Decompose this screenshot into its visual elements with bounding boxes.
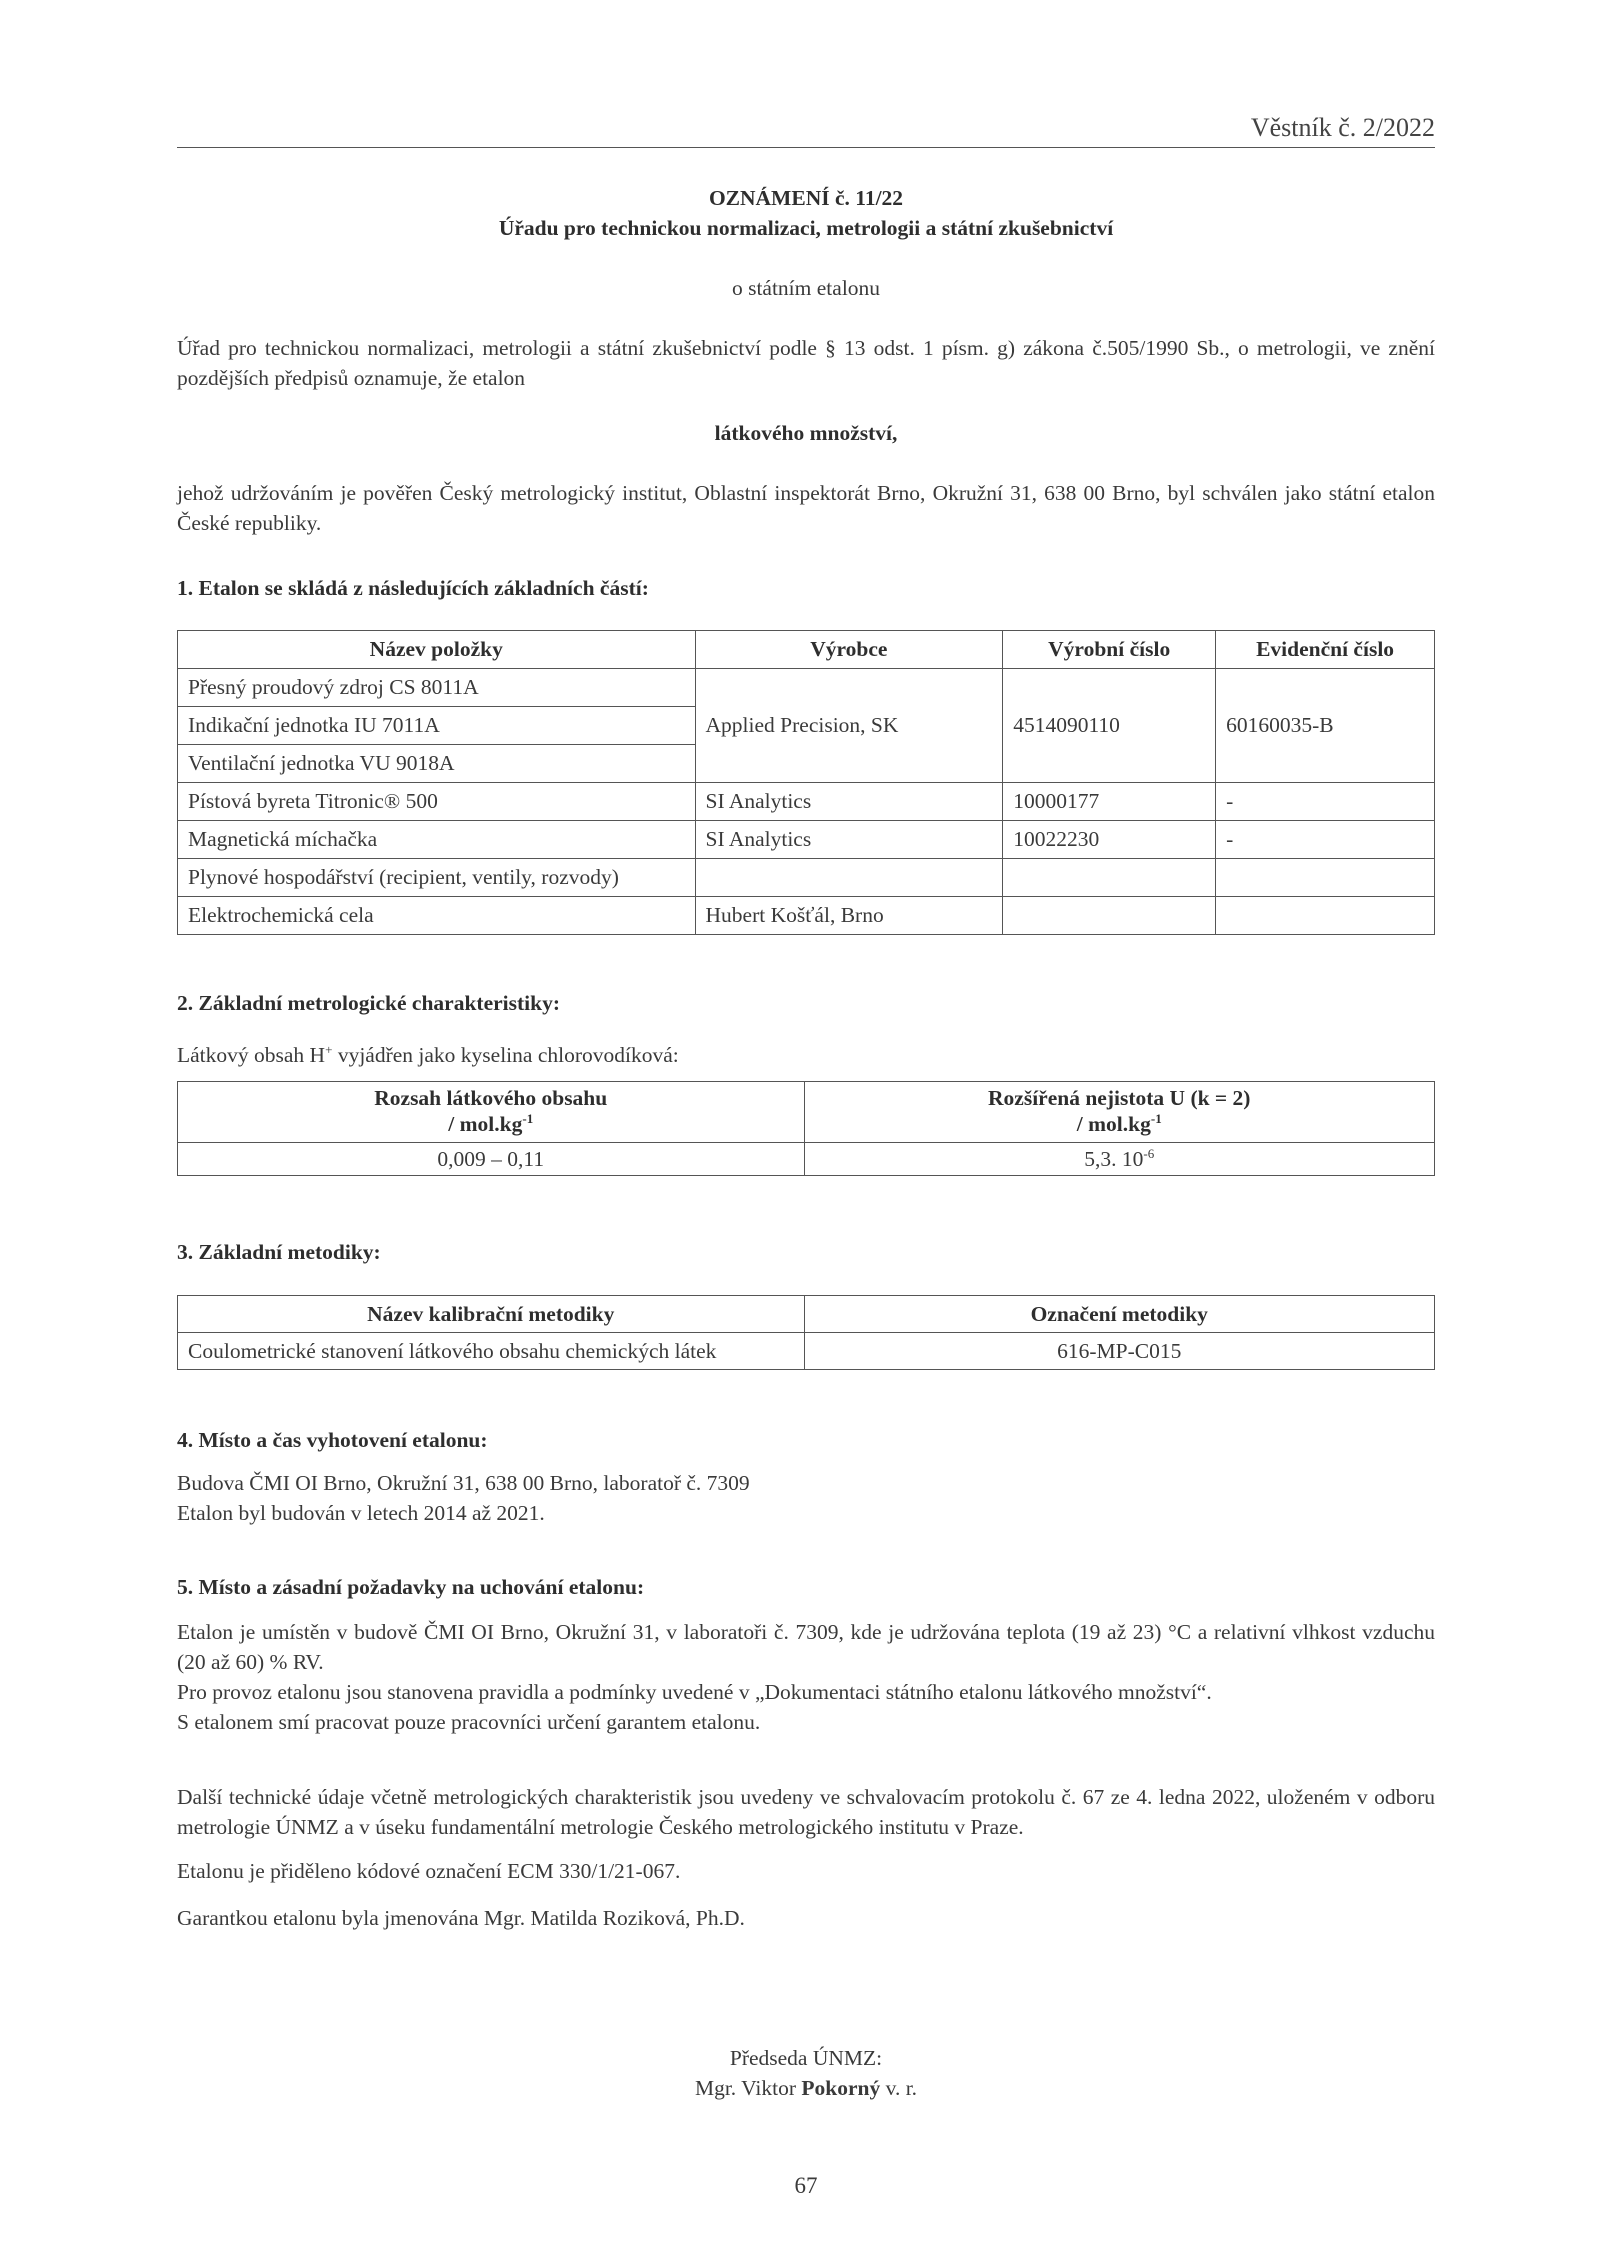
col-header-range-sup: -1 (522, 1110, 534, 1126)
section4-body (177, 1468, 1435, 1528)
item-maker: Hubert Košťál, Brno (695, 897, 1003, 935)
methods-table (177, 1295, 1435, 1370)
item-serial (1003, 897, 1216, 935)
col-header-range (178, 1082, 805, 1143)
col-header-method-code: Označení metodiky (804, 1296, 1434, 1333)
components-table (177, 630, 1435, 935)
section5-para2: Pro provoz etalonu jsou stanovena pravidla a podmínky uvedené v „Dokumentaci státního etalonu látkového množství“. (177, 1680, 1212, 1705)
table-row (178, 897, 1435, 935)
section1-heading: 1. Etalon se skládá z následujících základních částí: (177, 576, 649, 600)
col-header-uncertainty (804, 1082, 1435, 1143)
closing-para1: Další technické údaje včetně metrologických charakteristik jsou uvedeny ve schvalovacím protokolu č. 67 ze 4. ledna 2022, uloženém v odboru metrologie ÚNMZ a v úseku fundamentální metrologie Českého metrologického institutu v Praze. (177, 1785, 1435, 1840)
col-header-range-line2 (188, 1112, 794, 1138)
table-row (178, 669, 1435, 707)
col-header-range-line1: Rozsah látkového obsahu (374, 1086, 608, 1111)
running-header (177, 110, 1435, 148)
item-name: Indikační jednotka IU 7011A (178, 707, 696, 745)
notice-about: o státním etalonu (731, 276, 881, 300)
item-serial (1003, 859, 1216, 897)
table-row (178, 1333, 1435, 1370)
item-maker-group: Applied Precision, SK (695, 669, 1003, 783)
running-head-title: Věstník č. 2/2022 (1250, 113, 1435, 142)
section5-para3: S etalonem smí pracovat pouze pracovníci určení garantem etalonu. (177, 1710, 761, 1735)
section5-heading: 5. Místo a zásadní požadavky na uchování etalonu: (177, 1575, 645, 1599)
item-evidence: - (1216, 783, 1435, 821)
table-row (178, 821, 1435, 859)
item-name: Magnetická míchačka (178, 821, 696, 859)
col-header-uncertainty-sup: -1 (1150, 1110, 1162, 1126)
signature-role: Předseda ÚNMZ: (729, 2046, 883, 2070)
uncertainty-exponent: -6 (1143, 1145, 1155, 1161)
item-maker: SI Analytics (695, 821, 1003, 859)
table-row (178, 859, 1435, 897)
col-header-maker: Výrobce (695, 631, 1003, 669)
col-header-name: Název položky (178, 631, 696, 669)
method-name: Coulometrické stanovení látkového obsahu chemických látek (178, 1333, 805, 1370)
item-name: Plynové hospodářství (recipient, ventily, rozvody) (178, 859, 696, 897)
notice-title: OZNÁMENÍ č. 11/22 (708, 186, 904, 210)
signature-name-first: Mgr. Viktor (694, 2076, 802, 2101)
item-evidence: - (1216, 821, 1435, 859)
item-evidence-group: 60160035-B (1216, 669, 1435, 783)
table-row (178, 783, 1435, 821)
col-header-evidence: Evidenční číslo (1216, 631, 1435, 669)
components-table-wrap (177, 630, 1435, 935)
uncertainty-value (804, 1143, 1435, 1176)
signature-name-suffix: v. r. (880, 2076, 918, 2101)
page-number: 67 (794, 2173, 818, 2198)
notice-heading (177, 183, 1435, 243)
section4-line2: Etalon byl budován v letech 2014 až 2021. (177, 1501, 545, 1526)
closing-para2: Etalonu je přiděleno kódové označení ECM 330/1/21-067. (177, 1859, 681, 1883)
uncertainty-base: 5,3. 10 (1084, 1146, 1144, 1171)
col-header-uncertainty-line2 (815, 1112, 1425, 1138)
section2-heading: 2. Základní metrologické charakteristiky: (177, 991, 561, 1015)
characteristics-table (177, 1081, 1435, 1176)
table-row (178, 1143, 1435, 1176)
col-header-method-name: Název kalibrační metodiky (178, 1296, 805, 1333)
item-evidence (1216, 897, 1435, 935)
item-serial: 10000177 (1003, 783, 1216, 821)
item-name: Elektrochemická cela (178, 897, 696, 935)
item-name: Přesný proudový zdroj CS 8011A (178, 669, 696, 707)
section5-body (177, 1617, 1435, 1737)
page (177, 0, 1435, 2263)
col-header-uncertainty-line1: Rozšířená nejistota U (k = 2) (988, 1086, 1251, 1111)
section3-heading: 3. Základní metodiky: (177, 1240, 381, 1264)
col-header-serial: Výrobní číslo (1003, 631, 1216, 669)
intro-paragraph-2: jehož udržováním je pověřen Český metrologický institut, Oblastní inspektorát Brno, Okružní 31, 638 00 Brno, byl schválen jako státní etalon České republiky. (177, 481, 1435, 536)
method-code: 616-MP-C015 (804, 1333, 1434, 1370)
item-name: Pístová byreta Titronic® 500 (178, 783, 696, 821)
item-serial: 10022230 (1003, 821, 1216, 859)
closing-para3: Garantkou etalonu byla jmenována Mgr. Matilda Roziková, Ph.D. (177, 1906, 745, 1930)
section2-note-sup: + (325, 1041, 333, 1057)
col-header-range-unit: / mol.kg (448, 1112, 523, 1136)
methods-table-wrap (177, 1295, 1435, 1370)
table-header-row (178, 1296, 1435, 1333)
section2-note-text-b: vyjádřen jako kyselina chlorovodíková: (332, 1043, 679, 1067)
section4-heading: 4. Místo a čas vyhotovení etalonu: (177, 1428, 488, 1452)
section2-note (177, 1040, 1435, 1070)
signature-name-surname: Pokorný (801, 2076, 881, 2101)
signature-name (177, 2073, 1435, 2103)
signature-block (177, 2043, 1435, 2103)
item-evidence (1216, 859, 1435, 897)
item-maker (695, 859, 1003, 897)
range-value: 0,009 – 0,11 (178, 1143, 805, 1176)
table-header-row (178, 1082, 1435, 1143)
section5-para1: Etalon je umístěn v budově ČMI OI Brno, Okružní 31, v laboratoři č. 7309, kde je udržována teplota (19 až 23) °C a relativní vlhkost vzduchu (20 až 60) % RV. (177, 1620, 1435, 1675)
notice-subtitle: Úřadu pro technickou normalizaci, metrologii a státní zkušebnictví (498, 216, 1114, 241)
item-serial-group: 4514090110 (1003, 669, 1216, 783)
quantity-name: látkového množství, (714, 421, 898, 445)
col-header-uncertainty-unit: / mol.kg (1076, 1112, 1151, 1136)
section2-note-text-a: Látkový obsah H (177, 1043, 326, 1067)
characteristics-table-wrap (177, 1081, 1435, 1176)
table-header-row (178, 631, 1435, 669)
item-maker: SI Analytics (695, 783, 1003, 821)
intro-paragraph: Úřad pro technickou normalizaci, metrologii a státní zkušebnictví podle § 13 odst. 1 písm. g) zákona č.505/1990 Sb., o metrologii, ve znění pozdějších předpisů oznamuje, že etalon (177, 336, 1435, 391)
section4-line1: Budova ČMI OI Brno, Okružní 31, 638 00 Brno, laboratoř č. 7309 (177, 1471, 750, 1495)
item-name: Ventilační jednotka VU 9018A (178, 745, 696, 783)
